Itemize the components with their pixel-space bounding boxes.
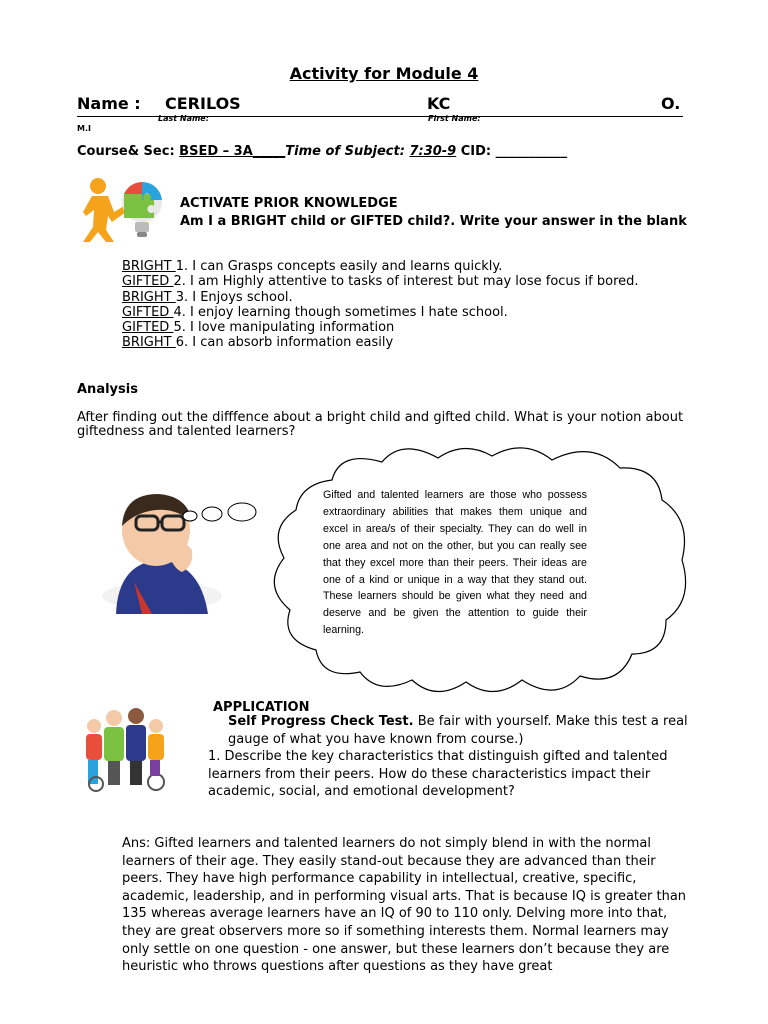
time-value: 7:30-9 xyxy=(409,144,457,159)
last-name-label: Last Name: xyxy=(158,114,209,123)
self-check-intro: Self Progress Check Test. Be fair with yourself. Make this test a real gauge of what you have known from course.) xyxy=(228,714,688,747)
answer-blank: GIFTED xyxy=(122,274,174,290)
name-label: Name : xyxy=(77,94,141,113)
answer-list xyxy=(122,259,692,351)
list-item: BRIGHT 3. I Enjoys school. xyxy=(122,289,293,305)
list-item: GIFTED 5. I love manipulating information xyxy=(122,320,395,336)
last-name-value: CERILOS xyxy=(165,94,241,113)
page-title: Activity for Module 4 xyxy=(289,64,479,83)
activate-question: Am I a BRIGHT child or GIFTED child?. Write your answer in the blank xyxy=(180,214,687,229)
first-name-value: KC xyxy=(427,94,451,113)
puzzle-person-bulb-icon xyxy=(80,172,170,244)
answer-blank: BRIGHT xyxy=(122,335,176,351)
question-1: 1. Describe the key characteristics that distinguish gifted and talented learners from their peers. How do these characteristics impact their academic, social, and emotional development? xyxy=(208,749,668,799)
mi-label: M.I xyxy=(77,124,91,133)
course-row: Course& Sec: BSED – 3A_____Time of Subject: 7:30-9 CID: ___________ xyxy=(77,144,568,159)
answer-blank: GIFTED xyxy=(122,320,174,336)
analysis-question: After finding out the difffence about a bright child and gifted child. What is your notion about giftedness and talented learners? xyxy=(77,410,684,439)
analysis-answer: Gifted and talented learners are those who possess extraordinary abilities that makes them unique and excel in area/s of their specialty. They can do well in one area and not on the other, but you can really see that they excel more than their peers. Their ideas are one of a kind or unique in a way that they stand out. These learners should be given what they need and deserve and be given the attention to guide their learning. xyxy=(323,489,587,637)
application-heading: APPLICATION xyxy=(213,700,310,715)
answer-blank: BRIGHT xyxy=(122,289,176,305)
activate-heading: ACTIVATE PRIOR KNOWLEDGE xyxy=(180,196,398,211)
application-body xyxy=(122,713,700,801)
list-item: GIFTED 4. I enjoy learning though sometimes I hate school. xyxy=(122,304,508,320)
answer-1: Ans: Gifted learners and talented learners do not simply blend in with the normal learners of their age. They easily stand-out because they are advanced than their peers. They have high performance capability in intellectual, creative, specific, academic, leadership, and in performing visual arts. That is because IQ is greater than 135 whereas average learners have an IQ of 90 to 110 only. Delving more into that, they are great observers more so if something interests them. Normal learners may only settle on one question - one answer, but these learners don’t because they are heuristic who throws questions after questions as they have great xyxy=(122,836,687,975)
answer-blank: BRIGHT xyxy=(122,259,176,274)
answer-blank: GIFTED xyxy=(122,304,174,320)
mi-value: O. xyxy=(661,94,681,113)
list-item: BRIGHT 6. I can absorb information easily xyxy=(122,335,394,351)
cid-value: ___________ xyxy=(495,144,568,159)
first-name-label: First Name: xyxy=(428,114,481,123)
list-item: BRIGHT 1. I can Grasps concepts easily and learns quickly. xyxy=(122,259,503,274)
analysis-heading: Analysis xyxy=(77,382,138,397)
course-value: BSED – 3A xyxy=(179,144,253,159)
list-item: GIFTED 2. I am Highly attentive to tasks of interest but may lose focus if bored. xyxy=(122,274,639,290)
